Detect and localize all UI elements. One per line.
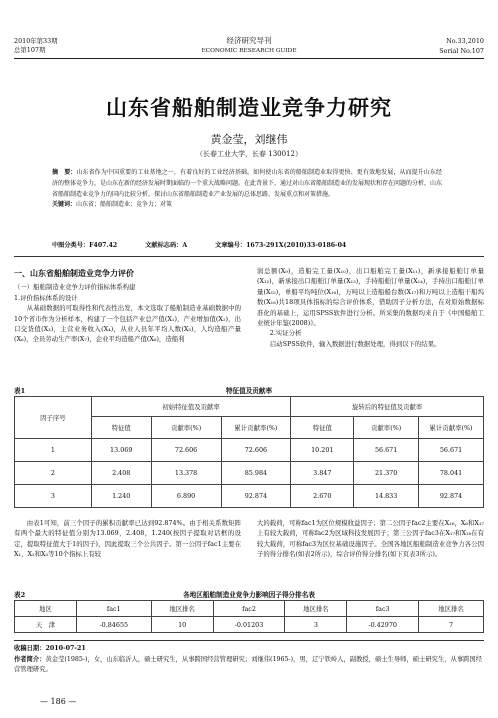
table-cell: 10.201 [291,439,354,462]
abstract-text: 山东省作为中国重要的工业基地之一，有着良好的工业经济基础。如何使山东省的船舶制造业取得更快、更有效地发展，从而提升山东经济的整体竞争力，是山东在新的经济发展时期面临的一个重大战略问题。在此背景下，通过对山东省船舶制造业的发展现状和存在问题的分析，山东省船舶制造业竞争力的国内比较分析，探讨山东省船舶制造业产业发展的总体思路、发展重点和对策措施。 [52,169,443,198]
table1-caption-row [14,385,484,395]
table1-group-header: 初始特征值及贡献率 [91,397,291,417]
issue-no-en: No.33,2010 [446,37,484,45]
table-cell: -0.42970 [347,617,419,633]
table-cell: 2.408 [91,462,151,485]
table-row [15,617,484,633]
received-date: 收稿日期：2010-07-21 [14,645,86,652]
clc-label: 中图分类号： [52,242,90,249]
table-cell: 56.671 [419,439,484,462]
table-cell: 21.370 [354,462,419,485]
table-cell: 92.874 [221,485,291,508]
abstract-label: 摘 要： [52,169,77,176]
analysis-paragraph-right: 大的载荷，可称fac1为区位规模收益因子；第二公因子fac2主要在X₁₆，X₆和X₁₇上有较大载荷，可称fac2为区域科技发展因子；第三公因子fac3在X₁₇和X₁₈在有较大载荷，可称fac3为区位基础设施因子。全国各地区船舶制造业竞争力各公因子的得分排名(如表2所示)，综合评价得分排名(如下页表3所示)。 [257,519,484,559]
classification-line [52,240,472,251]
table-cell: 7 [419,617,484,633]
table1 [14,396,484,508]
table-row [15,462,484,485]
table-cell: -0.84655 [76,617,151,633]
table2-caption: 各地区船舶制造业竞争力影响因子得分排名表 [183,591,315,599]
table1-col-header: 特征值 [291,417,354,439]
body-paragraph: 从基础数据的可取得性和代表性出发，本文选取了船舶制造业基础数据中的10个省市作为分析样本，构建了一个包括产业总产值(X₁)，产业增加值(X₂)，出口交货值(X₃)，主营业务收入(X₄)，从业人员年平均人数(X₅)，人均造船产量(X₆)，全员劳动生产率(X₇)，企业平均造船产值(X₈)，造船利 [14,304,241,344]
table-row [15,439,484,462]
table-cell: 13.378 [151,462,221,485]
table-cell: 92.874 [419,485,484,508]
footnote-rule [14,640,484,641]
table1-group-header: 旋转后的特征值及贡献率 [291,397,484,417]
serial-no-en: Serial No.107 [439,47,484,55]
page-number: — 186 — [40,697,77,706]
keywords-label: 关键词： [52,201,77,209]
table1-caption: 特征值及贡献率 [225,387,273,395]
table1-factor-header: 因子序号 [15,397,92,439]
table-cell: 2.670 [291,485,354,508]
table2-label: 表2 [14,591,26,599]
section-heading: 一、山东省船舶制造业竞争力评价 [14,268,134,278]
table-cell: 56.671 [354,439,419,462]
table-cell: 1 [15,439,92,462]
table2-col-header: 地区排名 [151,601,213,617]
abstract [52,168,442,211]
keywords: 山东省；船舶制造业；竞争力；对策 [76,201,173,209]
doc-code-label: 文献标志码： [145,242,183,249]
table-cell: 78.041 [419,462,484,485]
left-column [14,262,241,345]
table-cell: 天 津 [15,617,77,633]
table1-col-header: 特征值 [91,417,151,439]
footnote [14,644,484,676]
table-cell: 10 [151,617,213,633]
table2-col-header: fac2 [213,601,285,617]
issue-number: 2010年第33期 [14,37,58,45]
table-cell: -0.01203 [213,617,285,633]
table2 [14,600,484,633]
table2-col-header: fac1 [76,601,151,617]
table-cell: 72.606 [151,439,221,462]
table2-col-header: 地区 [15,601,77,617]
journal-name-cn: 经济研究导刊 [226,36,272,45]
article-no-value: 1673-291X(2010)33-0186-04 [246,242,347,249]
author-bio-label: 作者简介： [14,655,46,663]
article-no-label: 文章编号： [215,242,247,249]
author-bio [14,655,484,676]
article-affiliation: （长春工业大学，长春 130012） [196,150,302,158]
table2-col-header: 地区排名 [419,601,484,617]
doc-code-value: A [182,242,188,249]
journal-name-en: ECONOMIC RESEARCH GUIDE [201,48,297,54]
section-rule [14,256,484,257]
table1-col-header: 累计贡献率(%) [419,417,484,439]
table2-col-header: fac3 [347,601,419,617]
subsection-heading: 1.评价指标体系的设计 [14,293,78,302]
table1-col-header: 累计贡献率(%) [221,417,291,439]
article-title: 山东省船舶制造业竞争力研究 [106,95,392,120]
table2-col-header: 地区排名 [285,601,347,617]
subsection-heading: （一）船舶制造业竞争力评价指标体系构建 [14,283,136,292]
header-rule [14,58,484,59]
body-paragraph: 启动SPSS软件，输入数据进行数据处理，得到以下的结果。 [269,339,441,348]
table-cell: 3.847 [291,462,354,485]
table-cell: 72.606 [221,439,291,462]
table1-col-header: 贡献率(%) [354,417,419,439]
table-cell: 13.069 [91,439,151,462]
table-cell: 85.984 [221,462,291,485]
analysis-paragraph-left: 由表1可知，前三个因子的累积贡献率已达到92.874%。由于相关系数矩阵有两个最大的特征值分别为13.069，2.408，1.240(按因子提取对话框的设定，提取特征值大于1的因子)，因此提取三个公共因子。第一公因子fac1主要在X₁，X₂和X₃等10个指标上有较 [14,519,241,559]
table-cell: 1.240 [91,485,151,508]
table-cell: 6.890 [151,485,221,508]
table-cell: 14.833 [354,485,419,508]
article-authors: 黄金莹，刘继伟 [210,133,288,146]
serial-issue: 总第107期 [14,46,46,54]
clc-value: F407.42 [89,242,118,249]
table-cell: 3 [285,617,347,633]
author-bio-text: 黄金莹(1985-)，女，山东临沂人，硕士研究生，从事跨国经营管理研究；刘继伟(1965-)，男，辽宁铁岭人，副教授，硕士生导师，硕士研究生，从事跨国经营管理研究。 [14,655,483,673]
table-row [15,485,484,508]
right-column [257,266,484,349]
table2-caption-row [14,589,484,599]
subsection-heading: 2.实证分析 [269,329,302,338]
body-paragraph: 润总额(X₉)，造船完工量(X₁₀)，出口船舶完工量(X₁₁)，新承接船舶订单量(X₁₂)，新承接出口船舶订单量(X₁₃)，手持船舶订单量(X₁₄)，手持出口船舶订单量(X₁₅)，单船平均吨位(X₁₆)，万吨以上造船船台数(X₁₇)和万吨以上造船干船坞数(X₁₈)共18项具体指标的综合评价体系，借助因子分析方法，在对原始数据标准化的基础上，运用SPSS软件进行分析。所采集的数据均来自于《中国船舶工业统计年鉴(2008)》。 [257,267,484,328]
table-cell: 3 [15,485,92,508]
table1-col-header: 贡献率(%) [151,417,221,439]
table1-label: 表1 [14,387,26,395]
table-cell: 2 [15,462,92,485]
